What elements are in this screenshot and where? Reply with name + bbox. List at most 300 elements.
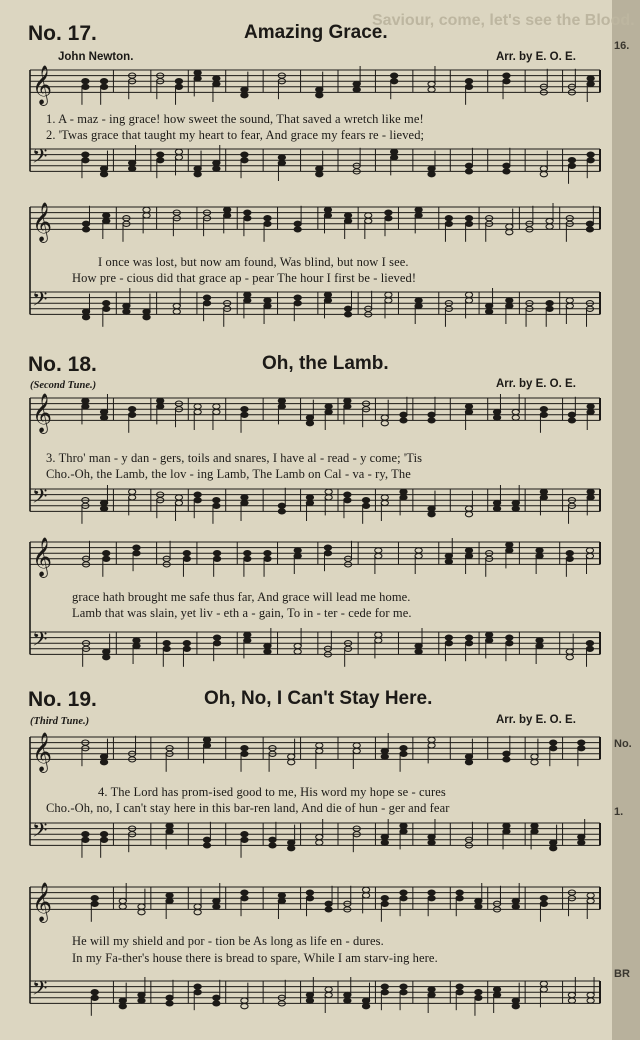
notehead: [325, 409, 332, 414]
hymn-arranger: Arr. by E. O. E.: [496, 378, 576, 390]
notehead: [241, 495, 248, 500]
notehead: [381, 901, 388, 906]
notehead: [213, 641, 220, 646]
notehead: [540, 901, 547, 906]
notehead: [362, 498, 369, 503]
notehead: [428, 81, 435, 86]
notehead: [428, 172, 435, 177]
notehead: [400, 495, 407, 500]
notehead: [213, 404, 220, 409]
notehead: [493, 987, 500, 992]
notehead: [445, 559, 452, 564]
notehead: [133, 551, 140, 556]
notehead: [264, 221, 271, 226]
notehead: [133, 643, 140, 648]
notehead: [385, 216, 392, 221]
treble-clef-icon: 𝄞: [32, 392, 53, 433]
notehead: [465, 84, 472, 89]
notehead: [415, 213, 422, 218]
notehead: [385, 292, 392, 297]
notehead: [344, 213, 351, 218]
notehead: [213, 160, 220, 165]
notehead: [316, 93, 323, 98]
notehead: [316, 840, 323, 845]
notehead: [306, 998, 313, 1003]
notehead: [344, 404, 351, 409]
notehead: [550, 740, 557, 745]
notehead: [278, 893, 285, 898]
notehead: [512, 409, 519, 414]
notehead: [244, 556, 251, 561]
notehead: [244, 298, 251, 303]
notehead: [540, 896, 547, 901]
notehead: [163, 641, 170, 646]
notehead: [166, 893, 173, 898]
notehead: [568, 418, 575, 423]
notehead: [294, 301, 301, 306]
notehead: [103, 655, 110, 660]
notehead: [536, 553, 543, 558]
notehead: [587, 489, 594, 494]
notehead: [493, 500, 500, 505]
notehead: [586, 221, 593, 226]
notehead: [264, 649, 271, 654]
notehead: [100, 84, 107, 89]
notehead: [129, 495, 136, 500]
notehead: [325, 992, 332, 997]
notehead: [82, 404, 89, 409]
notehead: [381, 834, 388, 839]
notehead: [213, 898, 220, 903]
notehead: [362, 893, 369, 898]
notehead: [587, 893, 594, 898]
notehead: [415, 298, 422, 303]
notehead: [587, 898, 594, 903]
notehead: [194, 984, 201, 989]
notehead: [465, 216, 472, 221]
notehead: [486, 303, 493, 308]
lyric-line: Cho.-Oh, no, I can't stay here in this bar-ren land, And die of hun - ger and fear: [46, 801, 450, 815]
notehead: [244, 216, 251, 221]
notehead: [428, 737, 435, 742]
notehead: [362, 887, 369, 892]
notehead: [213, 635, 220, 640]
notehead: [391, 149, 398, 154]
notehead: [400, 746, 407, 751]
notehead: [183, 551, 190, 556]
lyric-line: 1. A - maz - ing grace! how sweet the sound, That saved a wretch like me!: [46, 112, 424, 126]
notehead: [264, 556, 271, 561]
lyric-line: He will my shield and por - tion be As long as life en - dures.: [72, 934, 384, 948]
treble-clef-icon: 𝄞: [32, 881, 53, 922]
notehead: [344, 992, 351, 997]
notehead: [175, 500, 182, 505]
notehead: [100, 500, 107, 505]
notehead: [465, 292, 472, 297]
notehead: [183, 641, 190, 646]
edge-label-2: BR: [614, 968, 630, 980]
notehead: [512, 415, 519, 420]
notehead: [241, 746, 248, 751]
notehead: [540, 412, 547, 417]
notehead: [316, 748, 323, 753]
notehead: [568, 163, 575, 168]
notehead: [465, 221, 472, 226]
notehead: [173, 309, 180, 314]
notehead: [503, 823, 510, 828]
notehead: [241, 1004, 248, 1009]
notehead: [415, 553, 422, 558]
notehead: [566, 649, 573, 654]
notehead: [244, 292, 251, 297]
notehead: [241, 998, 248, 1003]
notehead: [82, 84, 89, 89]
notehead: [465, 298, 472, 303]
treble-clef-icon: 𝄞: [32, 536, 53, 577]
notehead: [536, 548, 543, 553]
notehead: [175, 149, 182, 154]
notehead: [391, 155, 398, 160]
notehead: [566, 556, 573, 561]
notehead: [325, 987, 332, 992]
notehead: [344, 306, 351, 311]
notehead: [103, 213, 110, 218]
notehead: [129, 166, 136, 171]
notehead: [587, 404, 594, 409]
notehead: [100, 79, 107, 84]
notehead: [278, 404, 285, 409]
notehead: [415, 548, 422, 553]
notehead: [241, 890, 248, 895]
notehead: [183, 556, 190, 561]
notehead: [475, 995, 482, 1000]
notehead: [325, 907, 332, 912]
notehead: [316, 172, 323, 177]
notehead: [325, 901, 332, 906]
notehead: [540, 489, 547, 494]
notehead: [157, 398, 164, 403]
lyric-line: Cho.-Oh, the Lamb, the lov - ing Lamb, The Lamb on Cal - va - ry, The: [46, 467, 411, 481]
notehead: [568, 998, 575, 1003]
notehead: [506, 542, 513, 547]
notehead: [264, 643, 271, 648]
notehead: [306, 421, 313, 426]
hymn-number: No. 17.: [28, 22, 97, 45]
notehead: [213, 76, 220, 81]
notehead: [428, 834, 435, 839]
notehead: [269, 837, 276, 842]
notehead: [91, 990, 98, 995]
notehead: [241, 751, 248, 756]
notehead: [306, 890, 313, 895]
notehead: [531, 754, 538, 759]
notehead: [465, 760, 472, 765]
notehead: [294, 295, 301, 300]
notehead: [244, 632, 251, 637]
notehead: [264, 551, 271, 556]
notehead: [586, 641, 593, 646]
notehead: [278, 509, 285, 514]
notehead: [400, 984, 407, 989]
notehead: [194, 172, 201, 177]
treble-clef-icon: 𝄞: [32, 731, 53, 772]
notehead: [244, 638, 251, 643]
notehead: [294, 221, 301, 226]
notehead: [365, 218, 372, 223]
notehead: [550, 846, 557, 851]
notehead: [465, 553, 472, 558]
notehead: [264, 298, 271, 303]
notehead: [133, 545, 140, 550]
notehead: [381, 495, 388, 500]
notehead: [540, 172, 547, 177]
tune-label: (Third Tune.): [30, 716, 90, 727]
bass-clef-icon: 𝄢: [32, 818, 48, 847]
notehead: [445, 635, 452, 640]
notehead: [82, 158, 89, 163]
notehead: [465, 506, 472, 511]
notehead: [91, 901, 98, 906]
notehead: [241, 407, 248, 412]
notehead: [269, 843, 276, 848]
notehead: [456, 896, 463, 901]
notehead: [428, 987, 435, 992]
edge-number-2: 1.: [614, 806, 624, 818]
notehead: [241, 500, 248, 505]
notehead: [324, 292, 331, 297]
notehead: [456, 984, 463, 989]
notehead: [241, 158, 248, 163]
notehead: [587, 152, 594, 157]
notehead: [362, 1004, 369, 1009]
notehead: [324, 545, 331, 550]
notehead: [194, 76, 201, 81]
notehead: [428, 992, 435, 997]
notehead: [175, 84, 182, 89]
notehead: [375, 553, 382, 558]
notehead: [325, 495, 332, 500]
notehead: [503, 757, 510, 762]
notehead: [82, 398, 89, 403]
notehead: [486, 309, 493, 314]
notehead: [566, 655, 573, 660]
notehead: [324, 551, 331, 556]
notehead: [119, 898, 126, 903]
notehead: [241, 832, 248, 837]
notehead: [241, 93, 248, 98]
notehead: [138, 904, 145, 909]
notehead: [503, 829, 510, 834]
notehead: [385, 210, 392, 215]
notehead: [506, 641, 513, 646]
notehead: [381, 500, 388, 505]
notehead: [587, 998, 594, 1003]
notehead: [546, 301, 553, 306]
notehead: [143, 315, 150, 320]
notehead: [415, 303, 422, 308]
notehead: [194, 404, 201, 409]
notehead: [213, 995, 220, 1000]
notehead: [503, 169, 510, 174]
notehead: [138, 992, 145, 997]
notehead: [381, 421, 388, 426]
notehead: [428, 87, 435, 92]
hymn-title: Oh, the Lamb.: [262, 353, 389, 374]
notehead: [512, 904, 519, 909]
notehead: [587, 76, 594, 81]
notehead: [506, 298, 513, 303]
notehead: [381, 415, 388, 420]
notehead: [203, 295, 210, 300]
treble-clef-icon: 𝄞: [32, 64, 53, 105]
notehead: [506, 224, 513, 229]
notehead: [428, 743, 435, 748]
notehead: [465, 641, 472, 646]
lyric-line: 4. The Lord has prom-ised good to me, His word my hope se - cures: [98, 785, 446, 799]
hymn-title: Oh, No, I Can't Stay Here.: [204, 688, 433, 709]
notehead: [133, 638, 140, 643]
notehead: [306, 415, 313, 420]
notehead: [213, 556, 220, 561]
hymn-number: No. 18.: [28, 353, 97, 376]
notehead: [306, 896, 313, 901]
lyric-line: How pre - cious did that grace ap - pear The hour I first be - lieved!: [72, 271, 417, 285]
notehead: [213, 1001, 220, 1006]
notehead: [175, 495, 182, 500]
notehead: [503, 79, 510, 84]
notehead: [82, 227, 89, 232]
notehead: [129, 489, 136, 494]
notehead: [306, 495, 313, 500]
notehead: [82, 837, 89, 842]
notehead: [465, 404, 472, 409]
notehead: [578, 746, 585, 751]
notehead: [493, 992, 500, 997]
notehead: [103, 218, 110, 223]
notehead: [82, 221, 89, 226]
edge-label: No.: [614, 738, 632, 750]
notehead: [194, 70, 201, 75]
notehead: [213, 81, 220, 86]
bass-clef-icon: 𝄢: [32, 484, 48, 513]
notehead: [166, 898, 173, 903]
notehead: [587, 81, 594, 86]
notehead: [353, 87, 360, 92]
notehead: [344, 312, 351, 317]
notehead: [82, 832, 89, 837]
notehead: [203, 743, 210, 748]
notehead: [82, 79, 89, 84]
notehead: [264, 216, 271, 221]
notehead: [324, 298, 331, 303]
notehead: [175, 79, 182, 84]
notehead: [143, 309, 150, 314]
notehead: [465, 512, 472, 517]
notehead: [143, 207, 150, 212]
notehead: [385, 298, 392, 303]
notehead: [241, 837, 248, 842]
notehead: [475, 904, 482, 909]
notehead: [568, 158, 575, 163]
notehead: [344, 218, 351, 223]
hymn-title: Amazing Grace.: [244, 22, 388, 43]
notehead: [400, 823, 407, 828]
notehead: [166, 829, 173, 834]
notehead: [213, 166, 220, 171]
notehead: [428, 896, 435, 901]
notehead: [550, 840, 557, 845]
notehead: [428, 840, 435, 845]
notehead: [288, 754, 295, 759]
notehead: [540, 407, 547, 412]
notehead: [566, 303, 573, 308]
notehead: [103, 649, 110, 654]
notehead: [119, 904, 126, 909]
hymn-arranger: Arr. by E. O. E.: [496, 714, 576, 726]
notehead: [375, 548, 382, 553]
notehead: [578, 834, 585, 839]
notehead: [203, 843, 210, 848]
notehead: [91, 995, 98, 1000]
notehead: [381, 990, 388, 995]
notehead: [100, 172, 107, 177]
notehead: [578, 740, 585, 745]
notehead: [294, 553, 301, 558]
notehead: [391, 73, 398, 78]
notehead: [194, 910, 201, 915]
notehead: [587, 409, 594, 414]
notehead: [143, 213, 150, 218]
notehead: [506, 548, 513, 553]
notehead: [175, 155, 182, 160]
notehead: [278, 155, 285, 160]
notehead: [166, 823, 173, 828]
notehead: [428, 418, 435, 423]
notehead: [119, 1004, 126, 1009]
notehead: [391, 79, 398, 84]
notehead: [103, 551, 110, 556]
notehead: [344, 492, 351, 497]
notehead: [157, 404, 164, 409]
notehead: [445, 641, 452, 646]
notehead: [540, 166, 547, 171]
notehead: [278, 160, 285, 165]
notehead: [465, 548, 472, 553]
notehead: [540, 981, 547, 986]
lyric-line: 3. Thro' man - y dan - gers, toils and snares, I have al - read - y come; 'Tis: [46, 451, 423, 465]
notehead: [325, 404, 332, 409]
notehead: [82, 309, 89, 314]
notehead: [325, 489, 332, 494]
notehead: [428, 506, 435, 511]
notehead: [224, 213, 231, 218]
bass-clef-icon: 𝄢: [32, 287, 48, 316]
notehead: [224, 207, 231, 212]
notehead: [506, 635, 513, 640]
notehead: [194, 492, 201, 497]
notehead: [486, 638, 493, 643]
notehead: [163, 646, 170, 651]
bass-clef-icon: 𝄢: [32, 976, 48, 1005]
bleed-through-text: Saviour, come, let's see the Blood.: [372, 12, 635, 29]
notehead: [465, 754, 472, 759]
notehead: [213, 498, 220, 503]
notehead: [415, 643, 422, 648]
notehead: [493, 506, 500, 511]
notehead: [344, 998, 351, 1003]
notehead: [100, 832, 107, 837]
notehead: [375, 638, 382, 643]
